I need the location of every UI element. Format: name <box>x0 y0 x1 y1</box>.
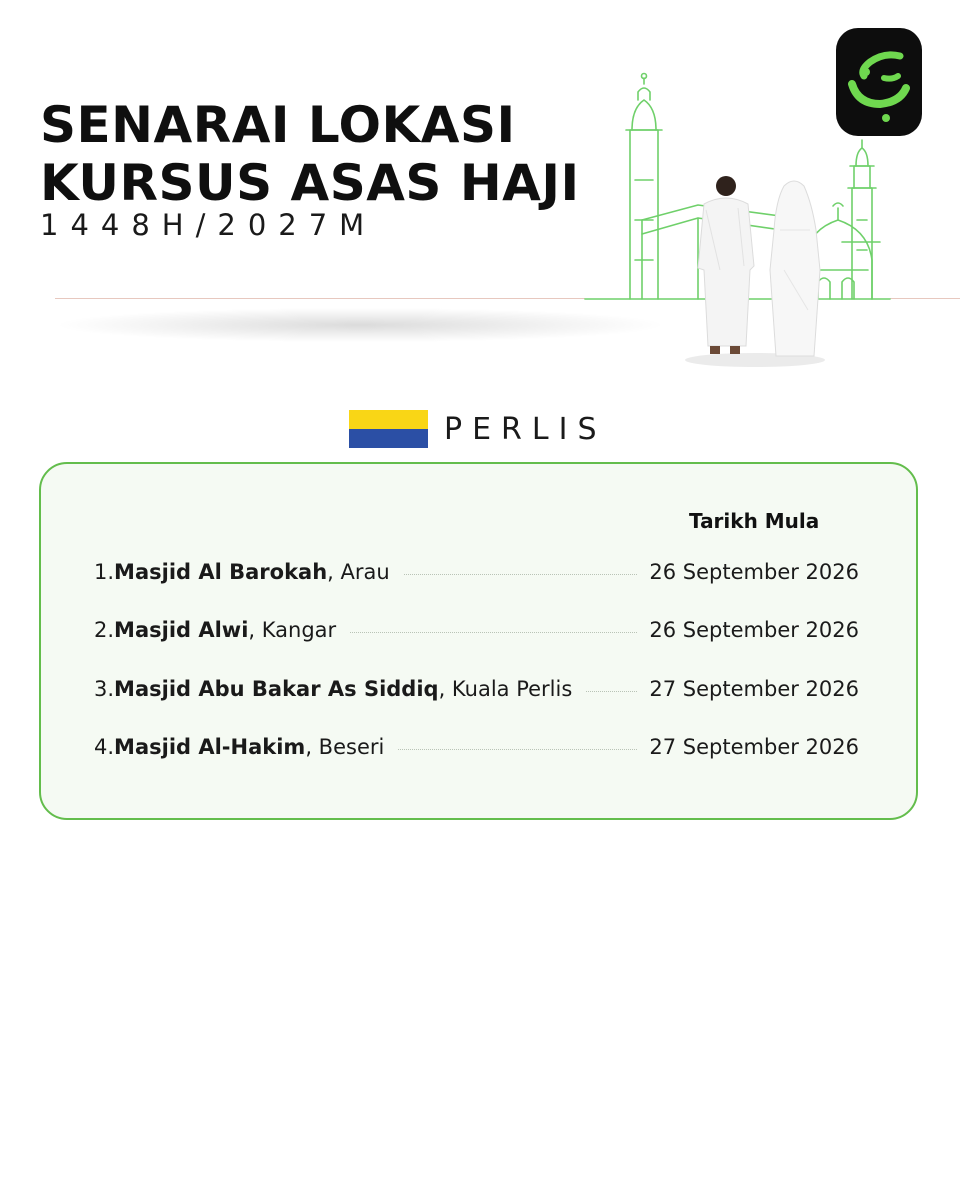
hajj-calligraphy-icon <box>836 28 922 136</box>
dotted-leader <box>350 632 637 633</box>
start-date: 27 September 2026 <box>649 677 859 701</box>
start-date: 26 September 2026 <box>649 560 859 584</box>
flag-yellow-band <box>349 410 428 429</box>
header-divider-left <box>55 298 585 299</box>
title-line-2: KURSUS ASAS HAJI <box>40 154 580 212</box>
mosque-name: Masjid Al Barokah <box>114 560 328 584</box>
location-list-card <box>39 462 918 820</box>
mosque-location: , Kangar <box>248 618 337 642</box>
start-date: 26 September 2026 <box>649 618 859 642</box>
location-row <box>94 674 859 704</box>
state-name: PERLIS <box>444 411 607 447</box>
mosque-location: , Beseri <box>305 735 385 759</box>
row-number: 3. <box>94 677 115 701</box>
row-number: 4. <box>94 735 115 759</box>
location-row <box>94 615 859 645</box>
page-header <box>0 0 960 380</box>
header-divider-right <box>890 298 960 299</box>
row-number: 2. <box>94 618 115 642</box>
brand-logo <box>836 28 922 136</box>
row-number: 1. <box>94 560 115 584</box>
title-line-1: SENARAI LOKASI <box>40 96 516 154</box>
mosque-name: Masjid Alwi <box>114 618 249 642</box>
mosque-name: Masjid Al-Hakim <box>114 735 306 759</box>
perlis-flag-icon <box>349 410 428 448</box>
location-row <box>94 557 859 587</box>
divider-shadow <box>60 308 660 342</box>
year-subtitle: 1448H/2027M <box>40 208 377 242</box>
mosque-location: , Kuala Perlis <box>438 677 573 701</box>
start-date-header: Tarikh Mula <box>689 509 820 533</box>
mosque-name: Masjid Abu Bakar As Siddiq <box>114 677 439 701</box>
flag-blue-band <box>349 429 428 448</box>
location-row <box>94 732 859 762</box>
state-heading <box>349 410 607 448</box>
dotted-leader <box>404 574 638 575</box>
start-date: 27 September 2026 <box>649 735 859 759</box>
mosque-location: , Arau <box>327 560 390 584</box>
dotted-leader <box>398 749 637 750</box>
dotted-leader <box>586 691 637 692</box>
page-title <box>40 96 580 212</box>
pilgrims-illustration <box>680 170 830 370</box>
